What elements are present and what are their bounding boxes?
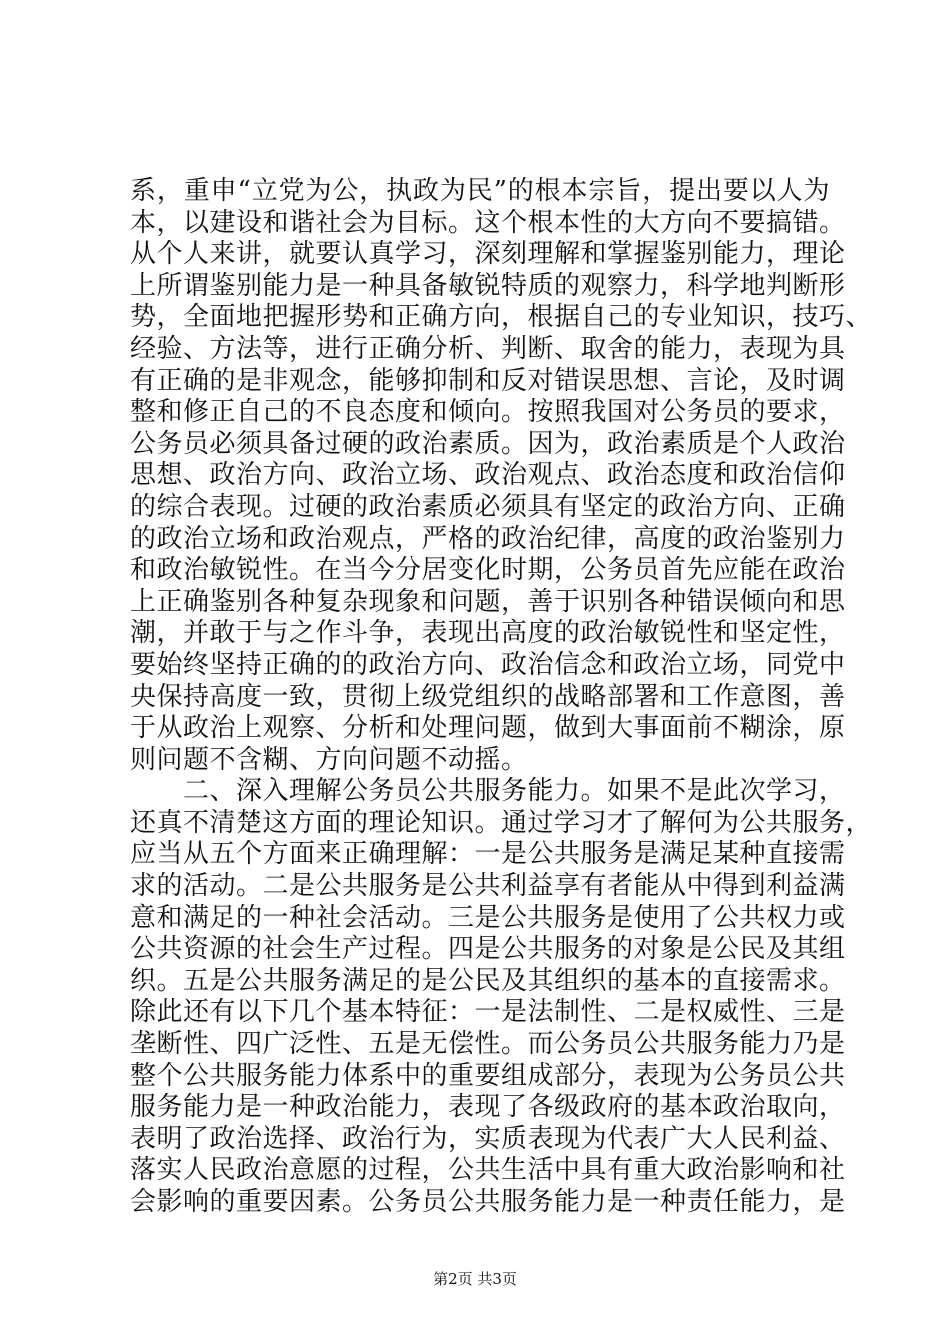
text-line: 经验、方法等，进行正确分析、判断、取舍的能力，表现为具	[130, 333, 846, 364]
text-line: 二、深入理解公务员公共服务能力。如果不是此次学习，	[130, 776, 846, 807]
text-line: 表明了政治选择、政治行为，实质表现为代表广大人民利益、	[130, 1123, 846, 1154]
text-line: 整个公共服务能力体系中的重要组成部分，表现为公务员公共	[130, 1060, 846, 1091]
text-line: 则问题不含糊、方向问题不动摇。	[130, 744, 528, 775]
text-line: 会影响的重要因素。公务员公共服务能力是一种责任能力，是	[130, 1187, 846, 1217]
text-line: 除此还有以下几个基本特征：一是法制性、二是权威性、三是	[130, 997, 846, 1028]
text-line: 上所谓鉴别能力是一种具备敏锐特质的观察力，科学地判断形	[130, 270, 846, 301]
text-line: 公务员必须具备过硬的政治素质。因为，政治素质是个人政治	[130, 428, 846, 459]
text-line: 思想、政治方向、政治立场、政治观点、政治态度和政治信仰	[130, 460, 846, 491]
text-line: 垄断性、四广泛性、五是无偿性。而公务员公共服务能力乃是	[130, 1029, 846, 1060]
text-line: 整和修正自己的不良态度和倾向。按照我国对公务员的要求，	[130, 397, 846, 428]
text-line: 求的活动。二是公共服务是公共利益享有者能从中得到利益满	[130, 871, 846, 902]
text-line: 公共资源的社会生产过程。四是公共服务的对象是公民及其组	[130, 934, 846, 965]
text-line: 落实人民政治意愿的过程，公共生活中具有重大政治影响和社	[130, 1155, 846, 1186]
text-line: 潮，并敢于与之作斗争，表现出高度的政治敏锐性和坚定性，	[130, 618, 846, 649]
text-line: 织。五是公共服务满足的是公民及其组织的基本的直接需求。	[130, 965, 846, 996]
text-line: 势，全面地把握形势和正确方向，根据自己的专业知识，技巧、	[130, 302, 873, 333]
body-text	[130, 176, 873, 1219]
text-line: 意和满足的一种社会活动。三是公共服务是使用了公共权力或	[130, 902, 846, 933]
text-line: 应当从五个方面来正确理解：一是公共服务是满足某种直接需	[130, 839, 846, 870]
text-line: 本，以建设和谐社会为目标。这个根本性的大方向不要搞错。	[130, 207, 846, 238]
text-line: 要始终坚持正确的的政治方向、政治信念和政治立场，同党中	[130, 649, 846, 680]
text-line: 上正确鉴别各种复杂现象和问题，善于识别各种错误倾向和思	[130, 586, 846, 617]
text-line: 央保持高度一致，贯彻上级党组织的战略部署和工作意图，善	[130, 681, 846, 712]
text-line: 的政治立场和政治观点，严格的政治纪律，高度的政治鉴别力	[130, 523, 846, 554]
page-footer	[0, 1268, 950, 1289]
text-line: 服务能力是一种政治能力，表现了各级政府的基本政治取向，	[130, 1092, 846, 1123]
text-line: 还真不清楚这方面的理论知识。通过学习才了解何为公共服务，	[130, 807, 873, 838]
page-number-label: 第2页 共3页	[433, 1270, 517, 1288]
text-line: 和政治敏锐性。在当今分居变化时期，公务员首先应能在政治	[130, 555, 846, 586]
text-line: 的综合表现。过硬的政治素质必须具有坚定的政治方向、正确	[130, 491, 846, 522]
text-line: 于从政治上观察、分析和处理问题，做到大事面前不糊涂，原	[130, 713, 846, 744]
text-line: 系，重申“立党为公，执政为民”的根本宗旨，提出要以人为	[130, 176, 830, 206]
text-line: 有正确的是非观念，能够抑制和反对错误思想、言论，及时调	[130, 365, 846, 396]
text-line: 从个人来讲，就要认真学习，深刻理解和掌握鉴别能力，理论	[130, 239, 846, 270]
